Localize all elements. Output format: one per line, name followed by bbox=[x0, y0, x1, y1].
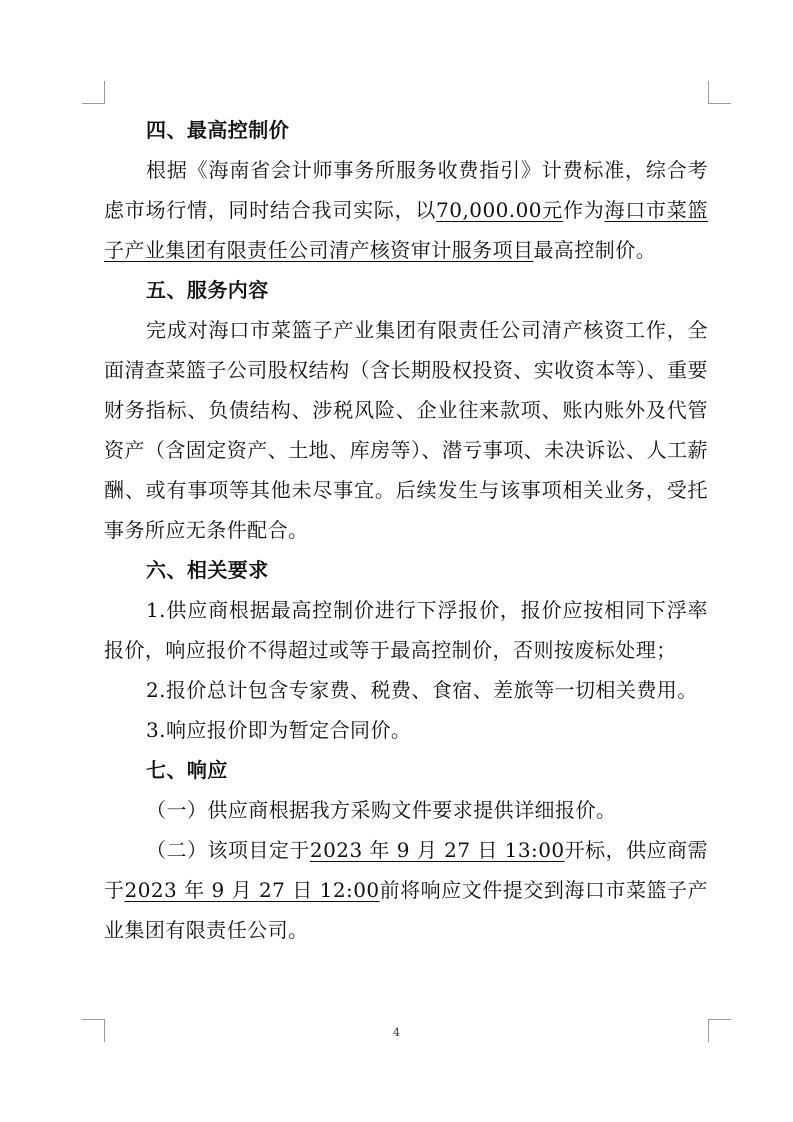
response-item-1: （一）供应商根据我方采购文件要求提供详细报价。 bbox=[146, 798, 617, 822]
corner-mark-top-right bbox=[708, 81, 731, 104]
max-price-unit: 元 bbox=[541, 198, 564, 222]
corner-mark-top-left bbox=[82, 81, 105, 104]
section-4-heading: 四、最高控制价 bbox=[146, 118, 290, 142]
submission-deadline: 2023 年 9 月 27 日 12:00 bbox=[124, 878, 380, 902]
response-item-2 bbox=[104, 830, 708, 950]
project-name: 海口市菜篮子产业集团有限责任公司清产核资审计服务项目 bbox=[104, 198, 709, 262]
max-price-text-b: 作为 bbox=[563, 198, 605, 222]
bid-opening-time: 2023 年 9 月 27 日 13:00 bbox=[309, 838, 565, 862]
requirement-item-1: 1.供应商根据最高控制价进行下浮报价，报价应按相同下浮率报价，响应报价不得超过或等于最高控制价，否则按废标处理； bbox=[104, 598, 708, 662]
response-text-b: 开标，供应商需于 bbox=[104, 838, 708, 902]
max-price-text-c: 最高控制价。 bbox=[533, 238, 657, 262]
requirement-item-3: 3.响应报价即为暂定合同价。 bbox=[146, 718, 412, 742]
requirement-item-2: 2.报价总计包含专家费、税费、食宿、差旅等一切相关费用。 bbox=[146, 678, 698, 702]
section-7-heading: 七、响应 bbox=[146, 758, 228, 782]
max-price-amount: 70,000.00 bbox=[436, 198, 542, 222]
max-price-text-a: 根据《海南省会计师事务所服务收费指引》计费标准，综合考虑市场行情，同时结合我司实际，以 bbox=[104, 158, 708, 222]
response-text-a: （二）该项目定于 bbox=[146, 838, 310, 862]
section-6-heading: 六、相关要求 bbox=[146, 558, 269, 582]
response-text-c: 前将响应文件提交到海口市菜篮子产业集团有限责任公司。 bbox=[104, 878, 708, 942]
page-number: 4 bbox=[393, 1026, 400, 1039]
section-5-paragraph: 完成对海口市菜篮子产业集团有限责任公司清产核资工作，全面清查菜篮子公司股权结构（含长期股权投资、实收资本等）、重要财务指标、负债结构、涉税风险、企业往来款项、账内账外及代管资产（含固定资产、土地、库房等）、潜亏事项、未决诉讼、人工薪酬、或有事项等其他未尽事宜。后续发生与该事项相关业务，受托事务所应无条件配合。 bbox=[104, 318, 708, 542]
section-4-paragraph bbox=[104, 150, 708, 270]
document-body bbox=[104, 110, 708, 950]
section-5-heading: 五、服务内容 bbox=[146, 278, 269, 302]
